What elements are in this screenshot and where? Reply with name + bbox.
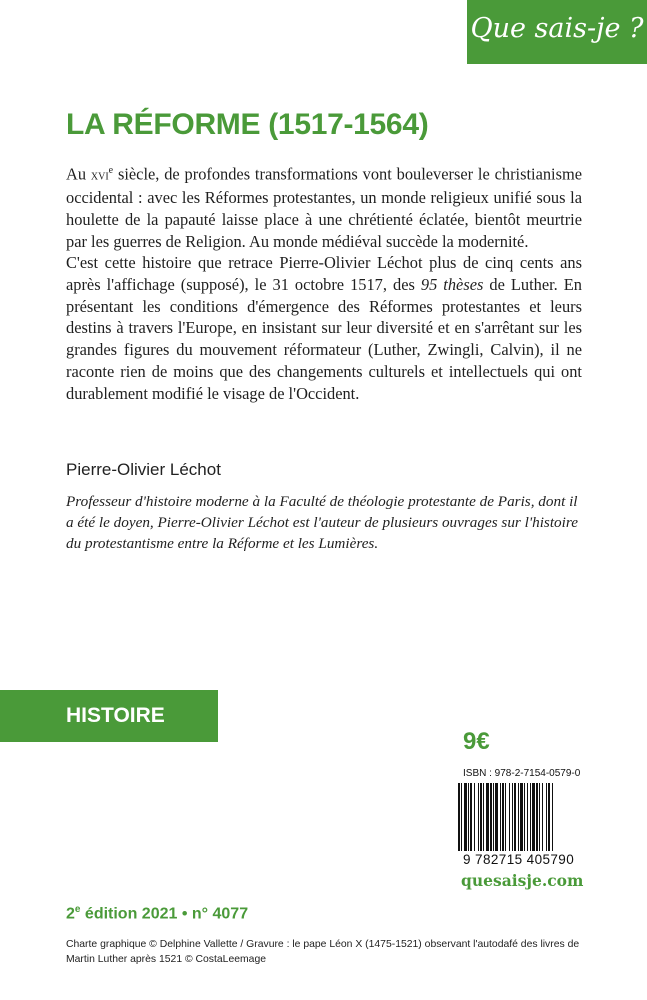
barcode-bar — [514, 783, 516, 851]
price: 9€ — [463, 728, 490, 755]
barcode-bar — [505, 783, 506, 851]
barcode-bar — [458, 783, 460, 851]
summary-p1-start: Au — [66, 164, 91, 184]
credits: Charte graphique © Delphine Vallette / Gravure : le pape Léon X (1475-1521) observant l'autodafé des livres de Martin Luther après 1521 © CostaLeemage — [66, 939, 580, 965]
summary-p2-start: C'est cette histoire que retrace Pierre-Olivier Léchot plus de cinq cents ans après l'affichage (supposé), le 31 octobre 1517, des — [66, 253, 582, 294]
barcode-bar — [500, 783, 501, 851]
barcode-bar — [524, 783, 525, 851]
barcode-bar — [495, 783, 498, 851]
brand-logo — [467, 0, 647, 64]
barcode-bar — [512, 783, 513, 851]
barcode-bar — [483, 783, 484, 851]
edition-rest: édition 2021 • n° 4077 — [80, 905, 249, 923]
summary-p1-rest: siècle, de profondes transformations vont bouleverser le christianisme occidental : avec les Réformes protestantes, un monde religieux unifié sous la houlette de la papauté laisse place à une chrétienté éclatée, bientôt meurtrie par les guerres de Religion. Au monde médiéval succède la modernité. — [66, 164, 582, 251]
barcode-bar — [474, 783, 475, 851]
book-summary — [66, 160, 582, 404]
barcode-bar — [502, 783, 504, 851]
barcode-bar — [527, 783, 528, 851]
barcode-bar — [464, 783, 467, 851]
summary-paragraph-1 — [66, 160, 582, 252]
barcode-bar — [518, 783, 519, 851]
century-roman: xvi — [90, 168, 109, 184]
barcode-bar — [532, 783, 535, 851]
barcode-digits: 9 782715 405790 — [463, 852, 575, 867]
edition-number: 2 — [66, 905, 75, 923]
website-link[interactable]: quesaisje.com — [461, 871, 584, 890]
summary-paragraph-2 — [66, 252, 582, 404]
barcode-bar — [552, 783, 553, 851]
barcode-bar — [490, 783, 492, 851]
book-title: LA RÉFORME (1517-1564) — [66, 108, 429, 141]
category-label — [0, 690, 218, 742]
barcode-bar — [546, 783, 547, 851]
barcode-bar — [536, 783, 538, 851]
author-bio: Professeur d'histoire moderne à la Faculté de théologie protestante de Paris, dont il a été le doyen, Pierre-Olivier Léchot est l'auteur de plusieurs ouvrages sur l'histoire du protestantisme entre la Réforme et les Lumières. — [66, 493, 578, 552]
brand-logo-text: Que sais-je ? — [470, 13, 644, 44]
barcode-bar — [480, 783, 482, 851]
category-text: HISTOIRE — [66, 704, 165, 727]
barcode-icon — [456, 783, 588, 858]
barcode-bar — [509, 783, 510, 851]
barcode-bar — [530, 783, 531, 851]
barcode-bar — [520, 783, 523, 851]
summary-p2-rest: de Luther. En présentant les conditions d'émergence des Réformes protestantes et leurs destins à travers l'Europe, en insistant sur leur diversité et en s'arrêtant sur les grandes figures du mouvement réformateur (Luther, Zwingli, Calvin), il ne raconte rien de moins que des changements culturels et intellectuels qui ont durablement modifié le visage de l'Occident. — [66, 274, 582, 403]
century-sup: e — [108, 165, 114, 176]
isbn: ISBN : 978-2-7154-0579-0 — [463, 768, 581, 779]
barcode-bar — [486, 783, 489, 851]
edition-sup: e — [74, 904, 81, 915]
barcode-bar — [468, 783, 469, 851]
barcode-bar — [539, 783, 540, 851]
barcode-bar — [478, 783, 479, 851]
theses-title: 95 thèses — [420, 274, 484, 294]
barcode-bar — [542, 783, 543, 851]
barcode-bar — [493, 783, 494, 851]
edition-info — [66, 904, 248, 923]
barcode-bar — [461, 783, 462, 851]
author-name: Pierre-Olivier Léchot — [66, 460, 221, 479]
barcode-bar — [470, 783, 472, 851]
barcode-bar — [548, 783, 550, 851]
